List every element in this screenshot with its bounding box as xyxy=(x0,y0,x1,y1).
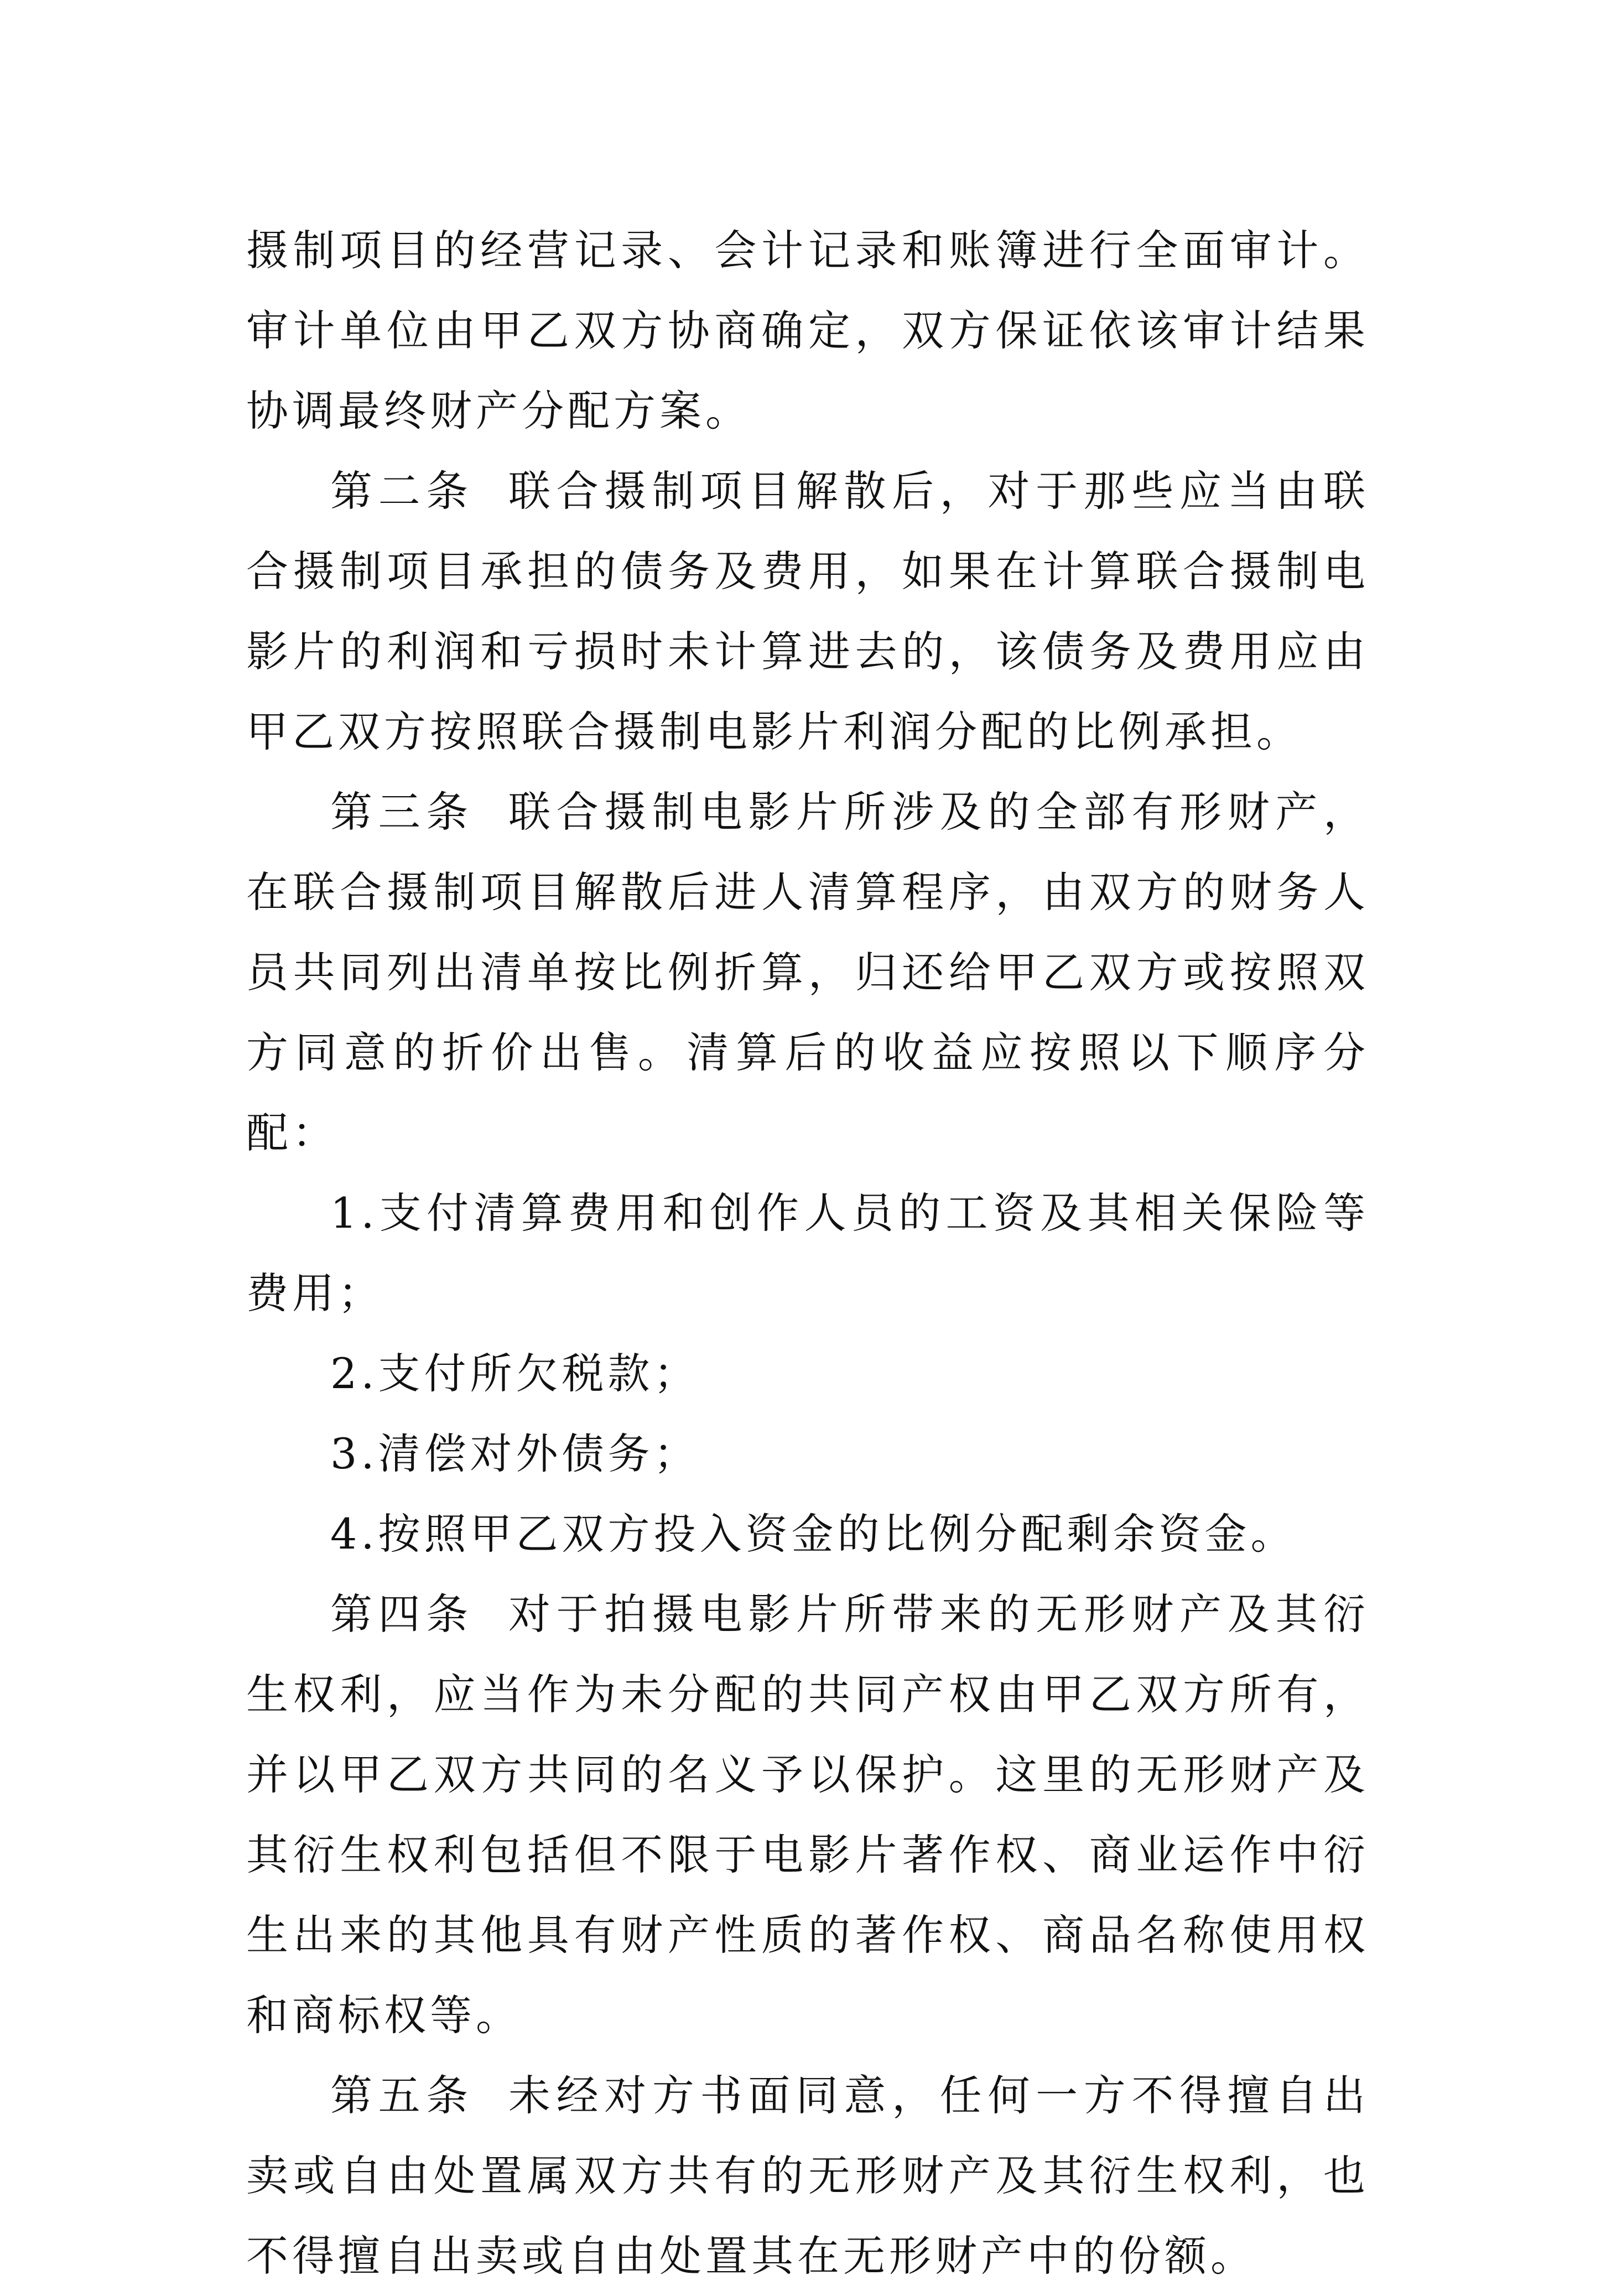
paragraph-audit-continuation xyxy=(246,210,1369,451)
document-body xyxy=(246,210,1369,2296)
paragraph-article-5 xyxy=(246,2055,1369,2296)
article-number: 第五条 xyxy=(330,2071,474,2120)
list-item-1 xyxy=(246,1173,1369,1333)
paragraph-text: 4.按照甲乙双方投入资金的比例分配剩余资金。 xyxy=(330,1509,1297,1559)
paragraph-article-3 xyxy=(246,772,1369,1173)
article-number: 第三条 xyxy=(330,787,474,837)
paragraph-text: 联合摄制项目解散后，对于那些应当由联合摄制项目承担的债务及费用，如果在计算联合摄制电影片的利润和亏损时未计算进去的，该债务及费用应由甲乙双方按照联合摄制电影片利润分配的比例承担。 xyxy=(246,466,1370,756)
paragraph-text: 联合摄制电影片所涉及的全部有形财产，在联合摄制项目解散后进人清算程序，由双方的财务人员共同列出清单按比例折算，归还给甲乙双方或按照双方同意的折价出售。清算后的收益应按照以下顺序分配： xyxy=(246,787,1370,1157)
paragraph-article-4 xyxy=(246,1574,1369,2055)
list-item-3 xyxy=(246,1414,1369,1494)
list-item-4 xyxy=(246,1494,1369,1574)
paragraph-text: 摄制项目的经营记录、会计记录和账簿进行全面审计。审计单位由甲乙双方协商确定，双方保证依该审计结果协调最终财产分配方案。 xyxy=(246,226,1369,435)
article-number: 第二条 xyxy=(330,466,474,516)
paragraph-text: 3.清偿对外债务； xyxy=(330,1429,700,1478)
list-item-2 xyxy=(246,1333,1369,1414)
paragraph-text: 1.支付清算费用和创作人员的工资及其相关保险等费用； xyxy=(246,1188,1369,1318)
article-number: 第四条 xyxy=(330,1589,474,1639)
paragraph-article-2 xyxy=(246,451,1369,772)
paragraph-text: 2.支付所欠税款； xyxy=(330,1349,700,1398)
paragraph-text: 未经对方书面同意，任何一方不得擅自出卖或自由处置属双方共有的无形财产及其衍生权利，也不得擅自出卖或自由处置其在无形财产中的份额。 xyxy=(246,2071,1370,2281)
paragraph-text: 对于拍摄电影片所带来的无形财产及其衍生权利，应当作为未分配的共同产权由甲乙双方所有，并以甲乙双方共同的名义予以保护。这里的无形财产及其衍生权利包括但不限于电影片著作权、商业运作中衍生出来的其他具有财产性质的著作权、商品名称使用权和商标权等。 xyxy=(246,1589,1370,2040)
